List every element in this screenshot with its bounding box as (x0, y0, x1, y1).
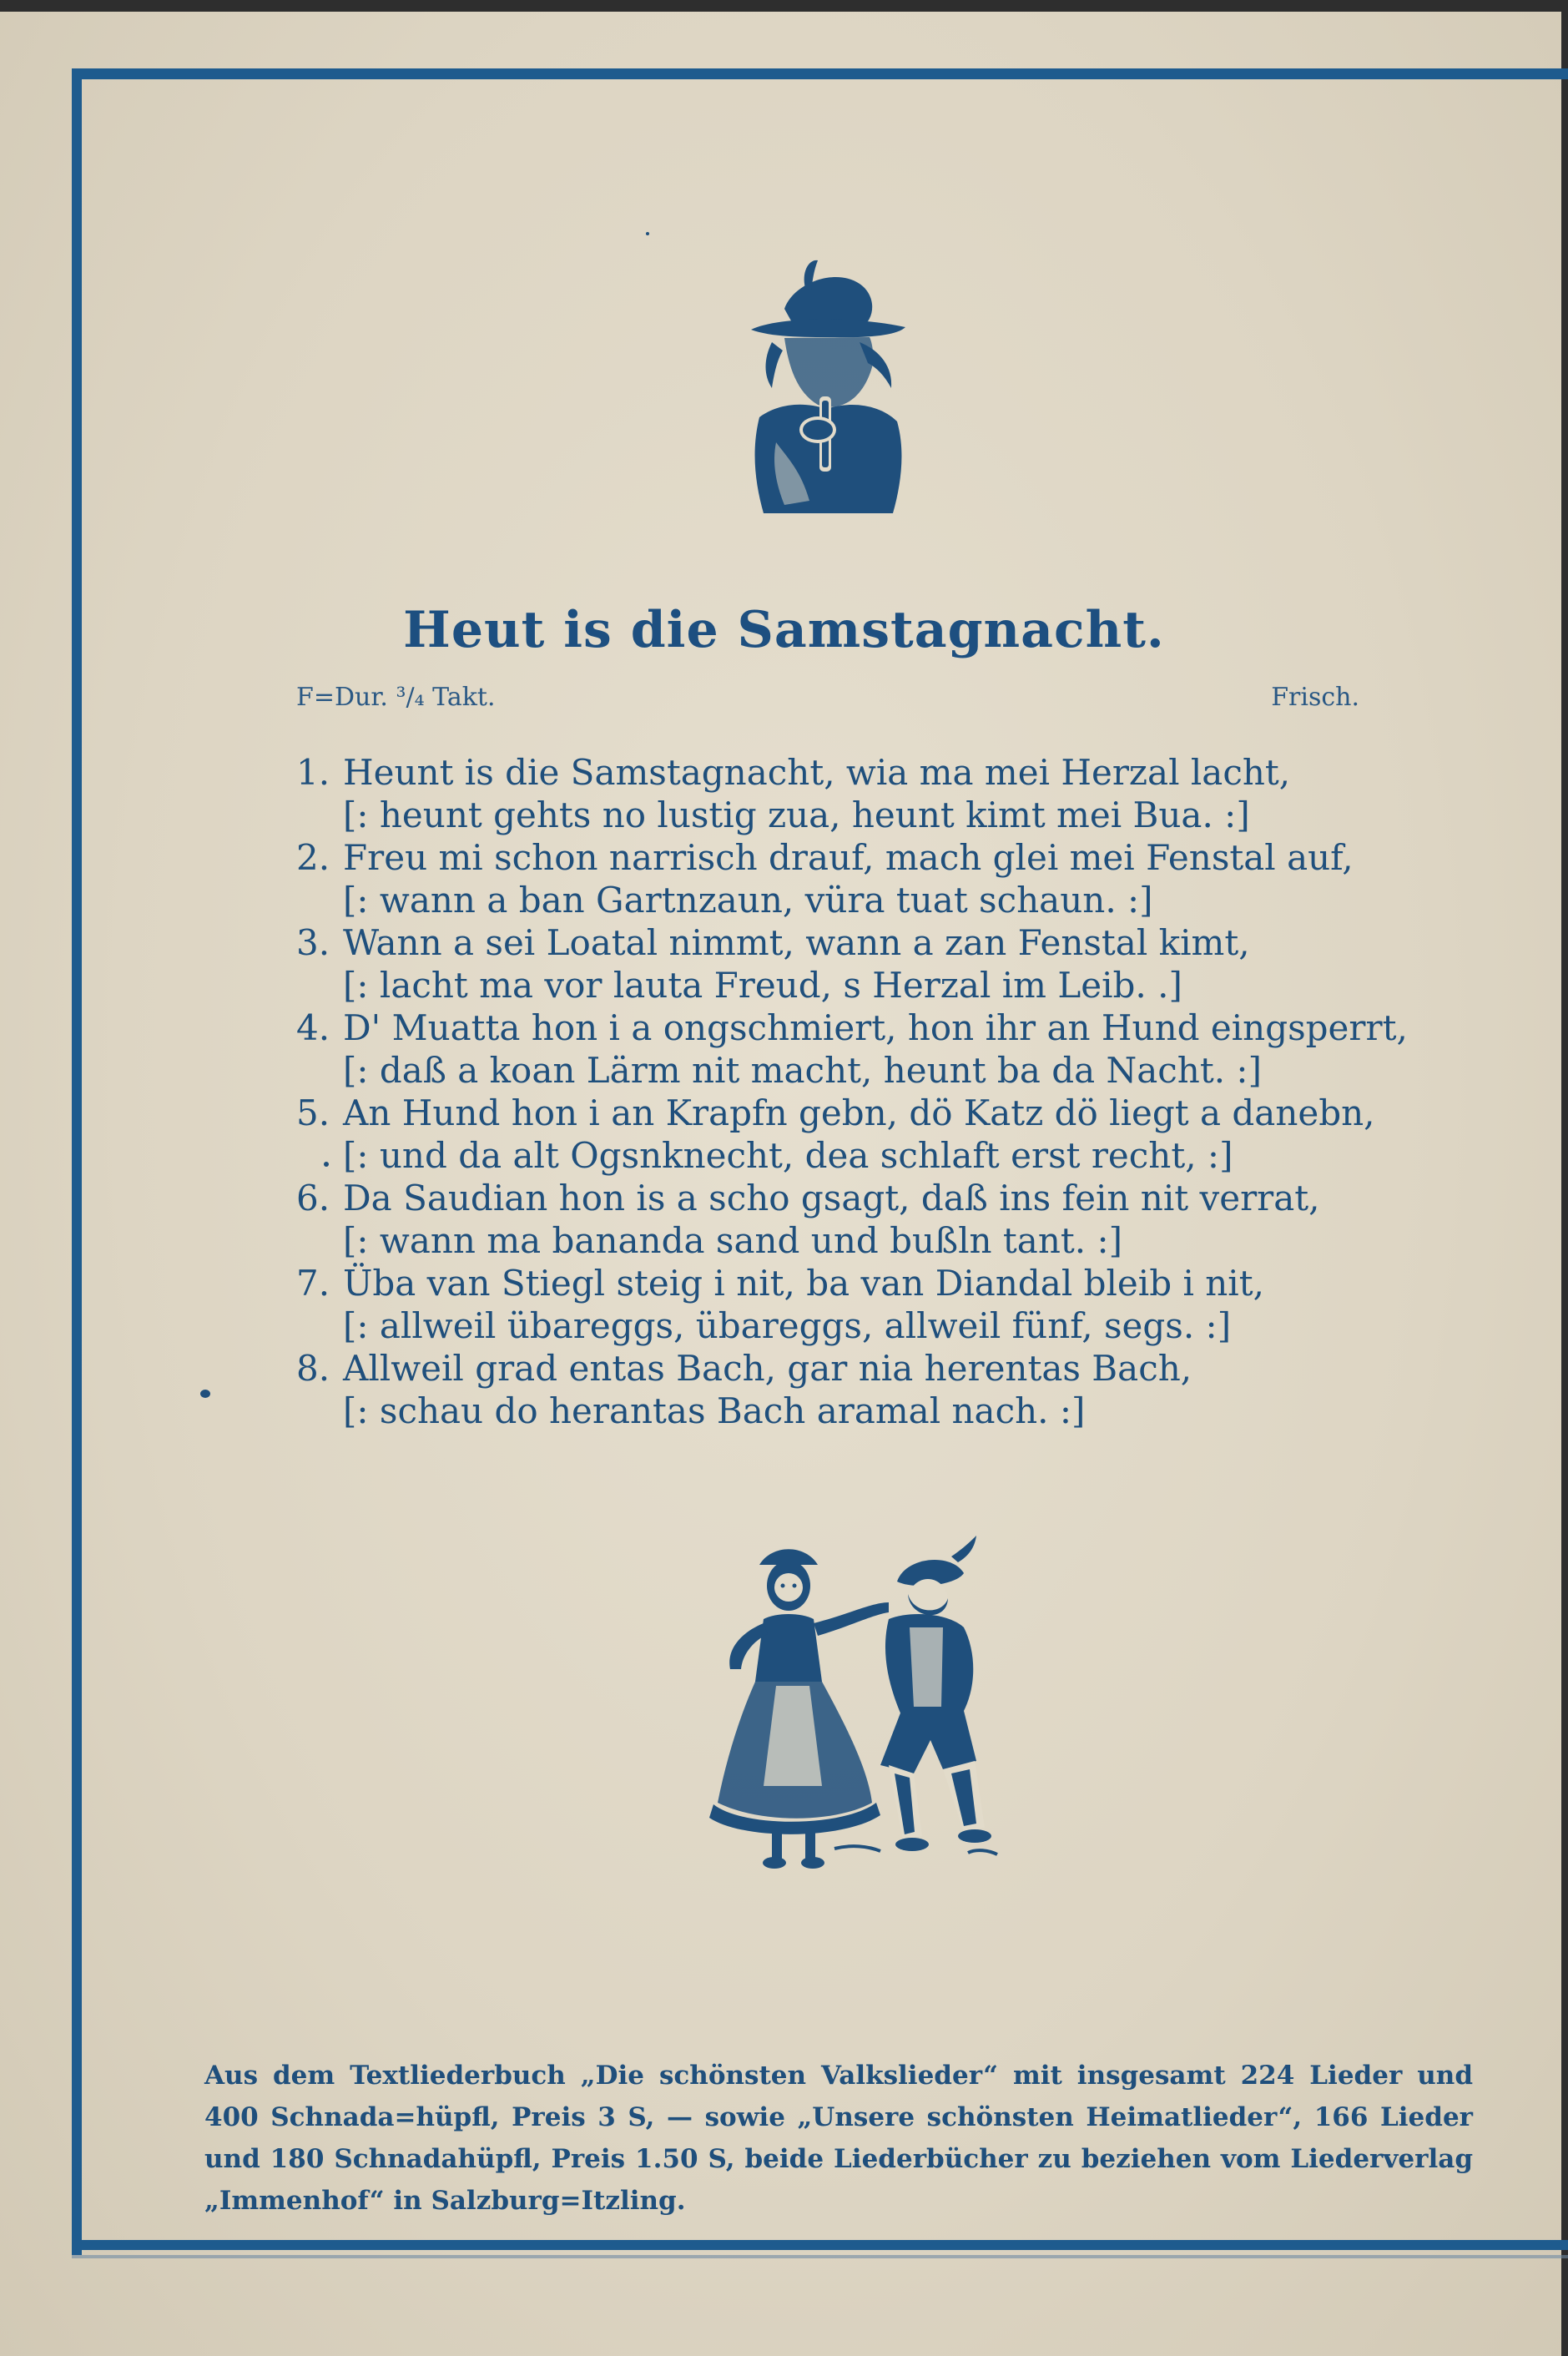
verse-line: Da Saudian hon is a scho gsagt, daß ins fein nit verrat, (343, 1178, 1320, 1218)
ink-speck (646, 232, 649, 235)
verse-number: 8. (296, 1348, 330, 1389)
verse-line: An Hund hon i an Krapfn gebn, dö Katz dö liegt a danebn, (343, 1092, 1375, 1133)
key-and-time-signature: F=Dur. ³/₄ Takt. (296, 683, 496, 712)
song-title: Heut is die Samstagnacht. (403, 601, 1165, 659)
verse-line: Freu mi schon narrisch drauf, mach glei mei Fenstal auf, (343, 837, 1354, 878)
verse-line: Üba van Stiegl steig i nit, ba van Diandal bleib i nit, (343, 1263, 1264, 1304)
verse-1 (296, 751, 1406, 836)
verse-list (296, 751, 1406, 1432)
tempo-marking: Frisch. (1271, 683, 1359, 712)
verse-line: Allweil grad entas Bach, gar nia herentas Bach, (343, 1348, 1192, 1389)
verse-refrain: [: wann a ban Gartnzaun, vüra tuat schaun. :] (343, 880, 1153, 921)
verse-refrain: [: wann ma bananda sand und bußln tant. :] (343, 1220, 1123, 1261)
verse-line: Wann a sei Loatal nimmt, wann a zan Fenstal kimt, (343, 922, 1250, 963)
verse-refrain: [: allweil übareggs, übareggs, allweil fünf, segs. :] (343, 1305, 1232, 1346)
ink-speck (200, 1390, 210, 1398)
border-frame-bottom-shadow (72, 2255, 1568, 2258)
verse-number: 3. (296, 922, 330, 963)
border-frame-top (72, 68, 1568, 79)
verse-refrain: [: schau do herantas Bach aramal nach. :] (343, 1390, 1086, 1431)
verse-6 (296, 1177, 1406, 1262)
verse-refrain: [: lacht ma vor lauta Freud, s Herzal im Leib. .] (343, 965, 1182, 1006)
publisher-note: Aus dem Textliederbuch „Die schönsten Valkslieder“ mit insgesamt 224 Lieder und 400 Schnada=hüpfl, Preis 3 S, — sowie „Unsere schönsten Heimatlieder“, 166 Lieder und 180 Schnadahüpfl, Preis 1.50 S, beide Liederbücher zu beziehen vom Liederverlag „Immenhof“ in Salzburg=Itzling. (204, 2061, 1473, 2216)
dancing-couple-illustration (709, 1536, 1010, 1886)
verse-number: 5. (296, 1092, 330, 1133)
verse-number: 6. (296, 1178, 330, 1218)
verse-8 (296, 1347, 1406, 1432)
verse-number: 7. (296, 1263, 330, 1304)
verse-2 (296, 836, 1406, 921)
verse-line: D' Muatta hon i a ongschmiert, hon ihr an Hund eingsperrt, (343, 1007, 1408, 1048)
verse-line: Heunt is die Samstagnacht, wia ma mei Herzal lacht, (343, 752, 1291, 793)
border-frame-bottom (72, 2240, 1568, 2250)
man-with-hat-illustration (726, 250, 926, 517)
verse-number: 4. (296, 1007, 330, 1048)
verse-number: 2. (296, 837, 330, 878)
border-frame-left (72, 68, 82, 2255)
scan-edge-top (0, 0, 1568, 12)
verse-4 (296, 1006, 1406, 1092)
verse-refrain: [: daß a koan Lärm nit macht, heunt ba da Nacht. :] (343, 1050, 1262, 1091)
verse-refrain: [: heunt gehts no lustig zua, heunt kimt mei Bua. :] (343, 795, 1250, 835)
scan-edge-right (1561, 0, 1568, 2356)
verse-number: 1. (296, 752, 330, 793)
verse-3 (296, 921, 1406, 1006)
verse-refrain: [: und da alt Ogsnknecht, dea schlaft erst recht, :] (343, 1135, 1233, 1176)
verse-7 (296, 1262, 1406, 1347)
ink-speck (324, 1162, 329, 1167)
verse-5 (296, 1092, 1406, 1177)
